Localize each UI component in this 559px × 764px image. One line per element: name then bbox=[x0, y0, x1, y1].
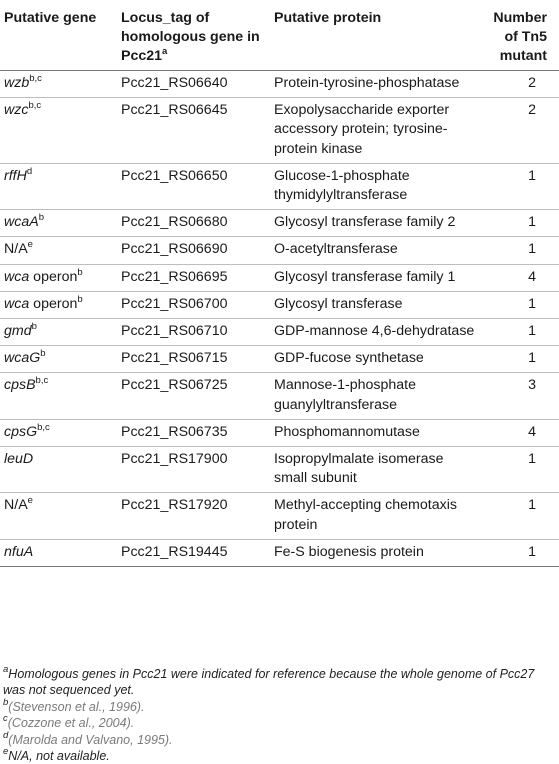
cell-putative-gene bbox=[0, 319, 121, 346]
gene-name: leuD bbox=[4, 451, 34, 468]
gene-footnote-marker: b bbox=[38, 212, 44, 224]
cell-locus-tag: Pcc21_RS06735 bbox=[121, 419, 274, 446]
cell-mutant-count: 1 bbox=[480, 447, 559, 493]
gene-footnote-marker: d bbox=[26, 165, 33, 177]
cell-putative-gene bbox=[0, 539, 121, 566]
gene-footnote-marker: b,c bbox=[29, 73, 42, 84]
cell-putative-gene bbox=[0, 210, 121, 237]
table-row bbox=[0, 419, 559, 446]
cell-putative-gene bbox=[0, 237, 121, 264]
cell-putative-protein: Isopropylmalate isomerase small subunit bbox=[274, 447, 480, 493]
cell-putative-gene bbox=[0, 163, 121, 209]
footnote-marker: c bbox=[3, 713, 8, 725]
gene-name: wcaA bbox=[4, 214, 39, 231]
cell-putative-protein: GDP-mannose 4,6-dehydratase bbox=[274, 319, 480, 346]
cell-mutant-count: 3 bbox=[480, 373, 559, 419]
footnote-text: N/A, not available. bbox=[8, 749, 110, 764]
footnote-c bbox=[3, 715, 557, 731]
gene-footnote-marker: b bbox=[31, 321, 37, 333]
gene-name: wzb bbox=[4, 75, 30, 91]
table-row bbox=[0, 98, 559, 164]
cell-mutant-count: 1 bbox=[480, 210, 559, 237]
cell-putative-protein: Glycosyl transferase family 1 bbox=[274, 264, 480, 291]
cell-locus-tag: Pcc21_RS06650 bbox=[121, 163, 274, 209]
gene-footnote-marker: b,c bbox=[37, 421, 50, 433]
cell-locus-tag: Pcc21_RS17920 bbox=[121, 493, 274, 539]
cell-putative-protein: Methyl-accepting chemotaxis protein bbox=[274, 493, 480, 539]
cell-locus-tag: Pcc21_RS17900 bbox=[121, 447, 274, 493]
table-row bbox=[0, 493, 559, 539]
cell-putative-protein: GDP-fucose synthetase bbox=[274, 346, 480, 373]
cell-locus-tag: Pcc21_RS06700 bbox=[121, 291, 274, 318]
footnote-text: Homologous genes in Pcc21 were indicated for reference because the whole genome of Pcc27 was not sequenced yet. bbox=[3, 667, 535, 698]
gene-footnote-marker: b bbox=[77, 266, 83, 278]
gene-footnote-marker: b,c bbox=[35, 375, 49, 387]
gene-name: wzc bbox=[4, 102, 29, 119]
cell-putative-protein: Phosphomannomutase bbox=[274, 419, 480, 446]
gene-footnote-marker: b bbox=[77, 293, 83, 305]
gene-footnote-marker: e bbox=[27, 239, 33, 251]
gene-name: wca bbox=[4, 295, 30, 312]
cell-mutant-count: 2 bbox=[480, 98, 559, 164]
header-putative-protein: Putative protein bbox=[274, 0, 480, 71]
gene-name: rffH bbox=[4, 167, 27, 184]
footnote-e bbox=[3, 748, 557, 764]
header-putative-gene: Putative gene bbox=[0, 0, 121, 71]
table-row bbox=[0, 346, 559, 373]
footnote-text: (Cozzone et al., 2004). bbox=[7, 716, 135, 731]
cell-locus-tag: Pcc21_RS06710 bbox=[121, 319, 274, 346]
cell-mutant-count: 1 bbox=[480, 163, 559, 209]
footnote-marker: e bbox=[3, 746, 9, 758]
gene-name: wcaG bbox=[4, 350, 41, 367]
gene-suffix: operon bbox=[29, 295, 78, 312]
cell-mutant-count: 1 bbox=[480, 291, 559, 318]
cell-mutant-count: 1 bbox=[480, 493, 559, 539]
table-row bbox=[0, 210, 559, 237]
cell-putative-protein: Glucose-1-phosphate thymidylyltransferase bbox=[274, 163, 480, 209]
cell-locus-tag: Pcc21_RS06715 bbox=[121, 346, 274, 373]
gene-name: cpsB bbox=[4, 377, 36, 394]
cell-putative-gene bbox=[0, 346, 121, 373]
header-row bbox=[0, 0, 559, 71]
cell-locus-tag: Pcc21_RS06690 bbox=[121, 237, 274, 264]
cell-locus-tag: Pcc21_RS06645 bbox=[121, 98, 274, 164]
footnote-text: (Marolda and Valvano, 1995). bbox=[8, 732, 173, 747]
cell-locus-tag: Pcc21_RS06695 bbox=[121, 264, 274, 291]
cell-putative-gene bbox=[0, 291, 121, 318]
footnotes bbox=[3, 666, 557, 764]
cell-putative-protein: Exopolysaccharide exporter accessory protein; tyrosine-protein kinase bbox=[274, 98, 480, 164]
cell-mutant-count: 1 bbox=[480, 237, 559, 264]
cell-putative-protein: Mannose-1-phosphate guanylyltransferase bbox=[274, 373, 480, 419]
cell-locus-tag: Pcc21_RS06725 bbox=[121, 373, 274, 419]
gene-suffix: operon bbox=[29, 268, 78, 285]
table-row bbox=[0, 163, 559, 209]
footnote-marker: b bbox=[3, 696, 9, 708]
table-row bbox=[0, 291, 559, 318]
cell-putative-gene bbox=[0, 98, 121, 164]
gene-suffix: N/A bbox=[4, 241, 28, 258]
cell-locus-tag: Pcc21_RS06680 bbox=[121, 210, 274, 237]
footnote-marker: a bbox=[3, 664, 9, 675]
table-row bbox=[0, 373, 559, 419]
header-mutant-count: Number of Tn5 mutant bbox=[480, 0, 559, 71]
cell-mutant-count: 4 bbox=[480, 264, 559, 291]
footnote-b bbox=[3, 696, 557, 715]
cell-putative-gene bbox=[0, 71, 121, 98]
gene-name: gmd bbox=[4, 323, 32, 340]
cell-putative-gene bbox=[0, 264, 121, 291]
header-locus-tag: Locus_tag of homologous gene in Pcc21$^a$ bbox=[121, 0, 274, 71]
cell-mutant-count: 1 bbox=[480, 346, 559, 373]
cell-locus-tag: Pcc21_RS19445 bbox=[121, 539, 274, 566]
gene-name: nfuA bbox=[4, 543, 34, 560]
table-row bbox=[0, 319, 559, 346]
gene-footnote-marker: e bbox=[27, 495, 33, 507]
cell-putative-protein: Glycosyl transferase bbox=[274, 291, 480, 318]
cell-putative-gene bbox=[0, 493, 121, 539]
footnote-d bbox=[3, 729, 557, 748]
gene-suffix: N/A bbox=[4, 497, 28, 514]
gene-footnote-marker: b,c bbox=[28, 100, 42, 112]
footnote-marker: d bbox=[3, 729, 9, 741]
footnote-a bbox=[3, 666, 557, 699]
table-row bbox=[0, 539, 559, 566]
cell-putative-protein: O-acetyltransferase bbox=[274, 237, 480, 264]
table-body bbox=[0, 71, 559, 567]
cell-putative-gene bbox=[0, 373, 121, 419]
cell-mutant-count: 2 bbox=[480, 71, 559, 98]
cell-mutant-count: 4 bbox=[480, 419, 559, 446]
gene-name: wca bbox=[4, 268, 30, 285]
cell-putative-protein: Protein-tyrosine-phosphatase bbox=[274, 71, 480, 98]
cell-putative-protein: Glycosyl transferase family 2 bbox=[274, 210, 480, 237]
cell-putative-gene bbox=[0, 447, 121, 493]
table-row bbox=[0, 447, 559, 493]
cell-putative-protein: Fe-S biogenesis protein bbox=[274, 539, 480, 566]
table-row bbox=[0, 71, 559, 98]
table-row bbox=[0, 237, 559, 264]
cell-mutant-count: 1 bbox=[480, 539, 559, 566]
gene-footnote-marker: b bbox=[40, 348, 46, 360]
cell-putative-gene bbox=[0, 419, 121, 446]
footnote-text: (Stevenson et al., 1996). bbox=[8, 699, 145, 714]
cell-mutant-count: 1 bbox=[480, 319, 559, 346]
gene-name: cpsG bbox=[4, 423, 38, 440]
header-locus-tag-sup: a bbox=[162, 46, 168, 58]
table-row bbox=[0, 264, 559, 291]
cell-locus-tag: Pcc21_RS06640 bbox=[121, 71, 274, 98]
